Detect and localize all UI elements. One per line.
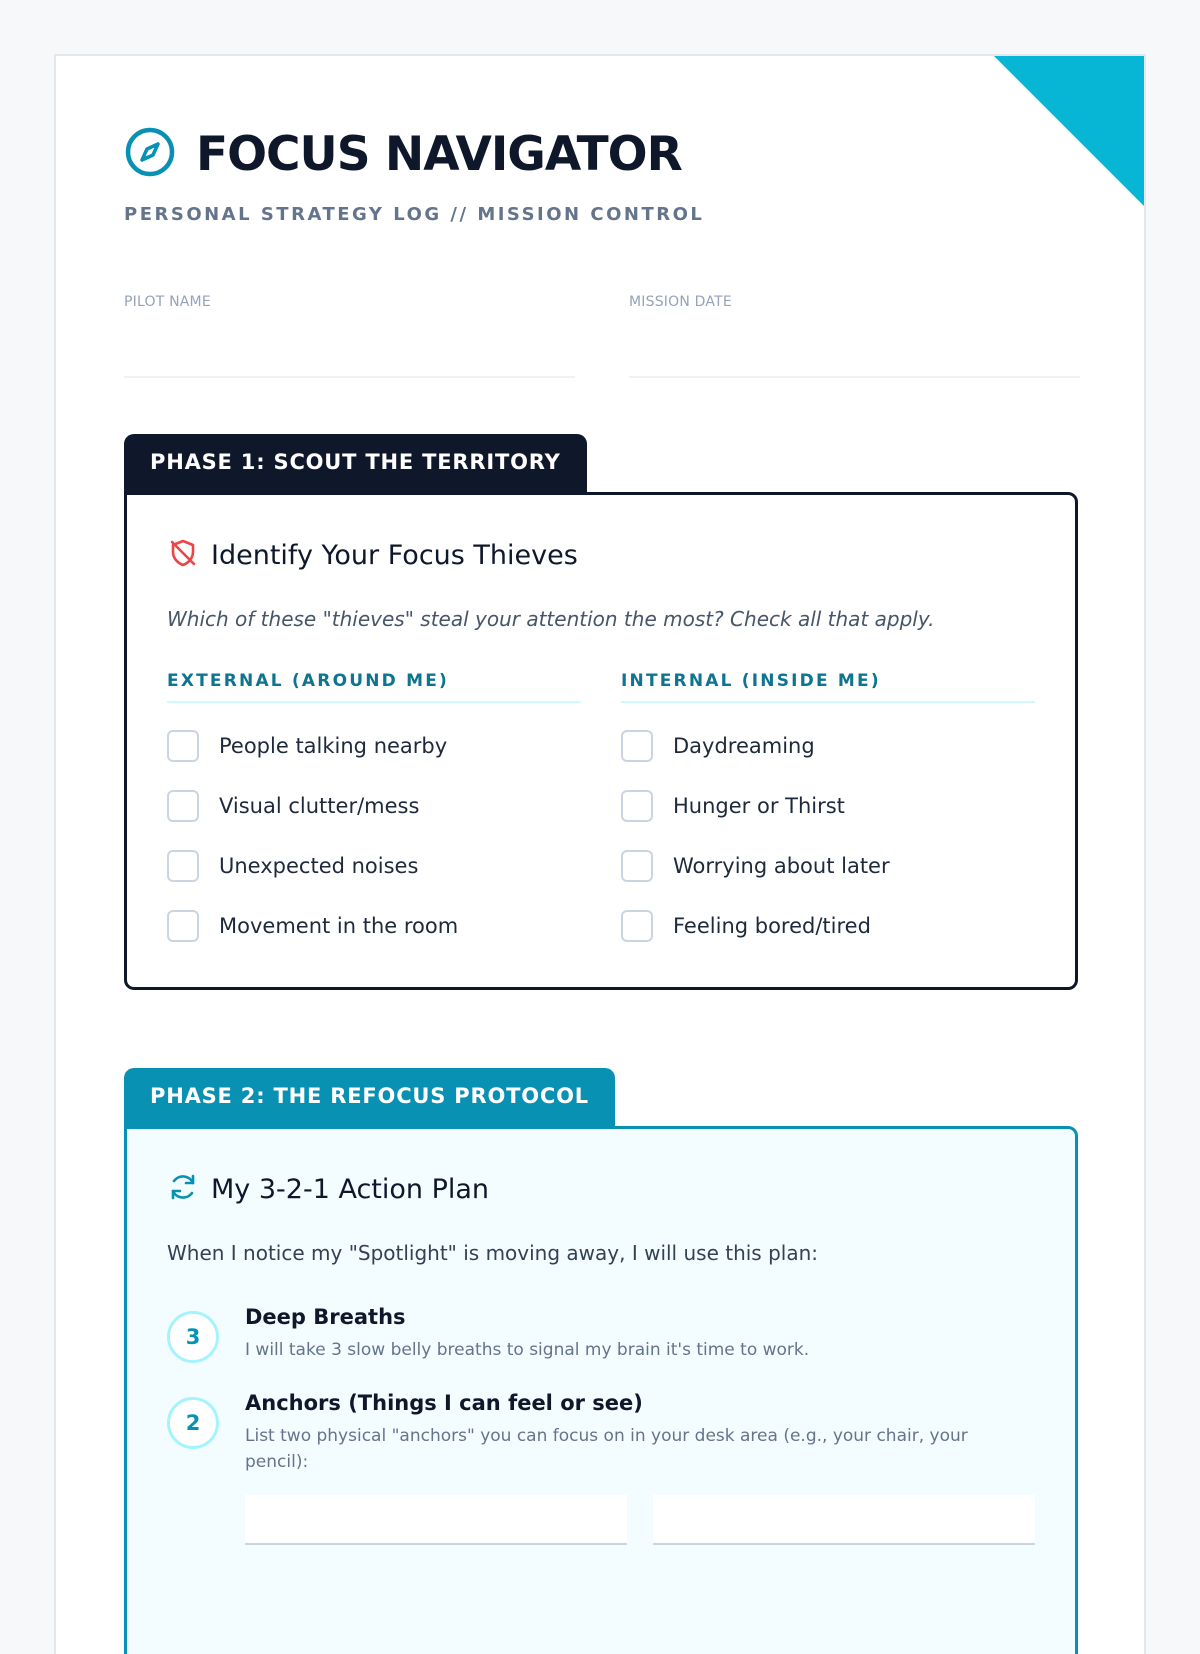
internal-heading: INTERNAL (INSIDE ME): [621, 671, 1035, 703]
step-title: Deep Breaths: [245, 1305, 406, 1329]
pilot-name-input[interactable]: [124, 350, 575, 378]
checkbox[interactable]: [621, 790, 653, 822]
checklist-item[interactable]: [621, 789, 1035, 822]
checkbox[interactable]: [621, 910, 653, 942]
plan-step: [167, 1391, 1035, 1545]
phase-2-tab: PHASE 2: THE REFOCUS PROTOCOL: [124, 1068, 615, 1130]
shield-off-icon: [167, 537, 199, 573]
checklist-item[interactable]: [167, 909, 581, 942]
pilot-name-label: PILOT NAME: [124, 294, 211, 310]
worksheet-page: [54, 54, 1146, 1654]
step-description: I will take 3 slow belly breaths to signal my brain it's time to work.: [245, 1340, 810, 1360]
checklist-label: Unexpected noises: [219, 853, 419, 878]
checklist-label: Daydreaming: [673, 733, 815, 758]
phase-2-section: [124, 1068, 1078, 1654]
internal-column: [621, 671, 1035, 969]
anchor-input-2[interactable]: [653, 1495, 1035, 1545]
checklist-item[interactable]: [621, 849, 1035, 882]
mission-date-input[interactable]: [629, 350, 1080, 378]
phase-1-section: [124, 434, 1078, 990]
pilot-name-field: [124, 294, 575, 378]
phase-1-tab: PHASE 1: SCOUT THE TERRITORY: [124, 434, 587, 496]
checklist-label: Visual clutter/mess: [219, 793, 420, 818]
checkbox[interactable]: [167, 910, 199, 942]
step-number: 3: [167, 1311, 219, 1363]
checklist-item[interactable]: [167, 729, 581, 762]
action-plan-title: My 3-2-1 Action Plan: [211, 1173, 490, 1205]
info-fields: [124, 294, 1080, 378]
plan-step: [167, 1305, 1035, 1363]
external-column: [167, 671, 581, 969]
action-plan-intro: When I notice my "Spotlight" is moving away, I will use this plan:: [167, 1241, 819, 1265]
focus-thieves-prompt: Which of these "thieves" steal your attention the most? Check all that apply.: [167, 607, 935, 631]
corner-accent: [994, 56, 1144, 206]
compass-icon: [124, 126, 176, 182]
refresh-icon: [167, 1171, 199, 1207]
mission-date-field: [629, 294, 1080, 378]
step-number: 2: [167, 1397, 219, 1449]
anchor-input-1[interactable]: [245, 1495, 627, 1545]
header: [124, 126, 704, 225]
step-title: Anchors (Things I can feel or see): [245, 1391, 643, 1415]
checkbox[interactable]: [167, 850, 199, 882]
checklist-item[interactable]: [167, 849, 581, 882]
checkbox[interactable]: [167, 730, 199, 762]
checkbox[interactable]: [621, 850, 653, 882]
focus-thieves-title: Identify Your Focus Thieves: [211, 539, 578, 571]
phase-2-box: [124, 1126, 1078, 1654]
mission-date-label: MISSION DATE: [629, 294, 732, 310]
page-subtitle: PERSONAL STRATEGY LOG // MISSION CONTROL: [124, 204, 705, 225]
external-heading: EXTERNAL (AROUND ME): [167, 671, 581, 703]
checkbox[interactable]: [621, 730, 653, 762]
checklist-item[interactable]: [621, 729, 1035, 762]
checklist-label: Worrying about later: [673, 853, 890, 878]
checkbox[interactable]: [167, 790, 199, 822]
checklist-item[interactable]: [621, 909, 1035, 942]
checklist-label: Feeling bored/tired: [673, 913, 871, 938]
checklist-label: Hunger or Thirst: [673, 793, 845, 818]
checklist-item[interactable]: [167, 789, 581, 822]
checklist-label: Movement in the room: [219, 913, 459, 938]
checklist-label: People talking nearby: [219, 733, 448, 758]
step-description: List two physical "anchors" you can focus on in your desk area (e.g., your chair, your pencil):: [245, 1426, 968, 1472]
phase-1-box: [124, 492, 1078, 990]
page-title: FOCUS NAVIGATOR: [196, 126, 682, 182]
